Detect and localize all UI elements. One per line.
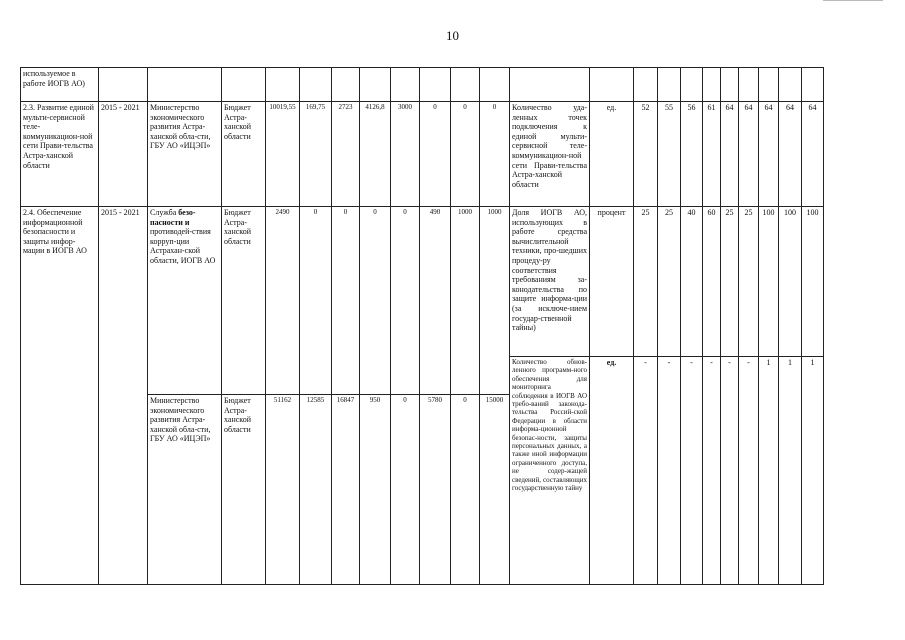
funding-year: 0 [300, 207, 332, 395]
funding-total: 2490 [266, 207, 300, 395]
indicator-value: - [658, 357, 681, 585]
funding-year: 12585 [300, 395, 332, 585]
funding-year: 169,75 [300, 102, 332, 207]
funding-year: 0 [391, 395, 420, 585]
indicator-value: - [634, 357, 658, 585]
funding-year: 950 [360, 395, 391, 585]
indicator-value: 25 [634, 207, 658, 357]
indicator-name: Количество обнов-ленного программ-ного обеспечения для мониторинга соблюдения в ИОГВ АО требо-ваний законода-тельства Россий-ской Федерации в области информа-ционной безопас-ности, защиты персональных данных, а также иной информации ограниченного доступа, не содер-жащей сведений, составляющих государственную тайну [510, 357, 590, 585]
executor-part-bold: безо-пасности и [150, 208, 196, 227]
indicator-value: 60 [703, 207, 721, 357]
indicator-value: 100 [802, 207, 824, 357]
indicator-value: 25 [721, 207, 739, 357]
funding-year: 0 [451, 102, 480, 207]
funding-year: 0 [360, 207, 391, 395]
funding-year: 0 [480, 102, 510, 207]
funding-year: 5780 [420, 395, 451, 585]
period: 2015 - 2021 [99, 207, 148, 585]
executor: Министерство экономического развития Астра-ханской обла-сти, ГБУ АО «ИЦЭП» [148, 102, 222, 207]
funding-year: 1000 [451, 207, 480, 395]
indicator-value: 55 [658, 102, 681, 207]
indicator-name: Количество уда-ленных точек подключения к единой мульти-сервисной теле-коммуникацион-ной сети Прави-тельства Астра-ханской области [510, 102, 590, 207]
measure-name: 2.4. Обеспечение информационной безопасности и защиты инфор-мации в ИОГВ АО [21, 207, 99, 585]
indicator-value: 64 [759, 102, 779, 207]
page-number: 10 [446, 28, 459, 43]
indicator-value: 1 [759, 357, 779, 585]
funding-source: Бюджет Астра-ханской области [222, 207, 266, 395]
funding-year: 1000 [480, 207, 510, 395]
executor-part: Служба [150, 208, 177, 217]
period: 2015 - 2021 [99, 102, 148, 207]
indicator-name: Доля ИОГВ АО, использующих в работе средства вычислительной техники, про-шедших процеду-ру соответствия требованиям за-конодательства по защите информа-ции (за исключе-нием государ-ственной тайны) [510, 207, 590, 357]
indicator-value: - [681, 357, 703, 585]
funding-source: Бюджет Астра-ханской области [222, 395, 266, 585]
measure-name: используемое в работе ИОГВ АО) [21, 68, 99, 102]
indicator-value: 64 [802, 102, 824, 207]
indicator-value: - [721, 357, 739, 585]
indicator-unit: ед. [590, 357, 634, 585]
indicator-value: 1 [802, 357, 824, 585]
funding-source: Бюджет Астра-ханской области [222, 102, 266, 207]
measure-name: 2.3. Развитие единой мульти-сервисной теле-коммуникацион-ной сети Прави-тельства Астра-ханской области [21, 102, 99, 207]
indicator-unit: ед. [590, 102, 634, 207]
indicator-value: 25 [739, 207, 759, 357]
program-table [20, 67, 824, 585]
funding-year: 0 [451, 395, 480, 585]
funding-year: 490 [420, 207, 451, 395]
table-row [21, 207, 824, 357]
indicator-value: 1 [779, 357, 802, 585]
indicator-value: 40 [681, 207, 703, 357]
funding-total: 51162 [266, 395, 300, 585]
indicator-value: - [739, 357, 759, 585]
table-row [21, 102, 824, 207]
indicator-value: 25 [658, 207, 681, 357]
executor [148, 207, 222, 395]
funding-year: 2723 [332, 102, 360, 207]
indicator-value: 56 [681, 102, 703, 207]
indicator-value: - [703, 357, 721, 585]
indicator-value: 52 [634, 102, 658, 207]
indicator-value: 100 [759, 207, 779, 357]
indicator-unit: процент [590, 207, 634, 357]
funding-year: 0 [332, 207, 360, 395]
funding-year: 4126,8 [360, 102, 391, 207]
indicator-value: 61 [703, 102, 721, 207]
table-row [21, 68, 824, 102]
funding-year: 16847 [332, 395, 360, 585]
funding-year: 3000 [391, 102, 420, 207]
indicator-value: 100 [779, 207, 802, 357]
indicator-value: 64 [779, 102, 802, 207]
funding-year: 15000 [480, 395, 510, 585]
funding-year: 0 [391, 207, 420, 395]
funding-year: 0 [420, 102, 451, 207]
executor-part: противодей-ствия корруп-ции Астрахан-ской области, ИОГВ АО [150, 227, 216, 265]
scan-corner-mark [823, 0, 883, 1]
indicator-value: 64 [721, 102, 739, 207]
executor: Министерство экономического развития Астра-ханской обла-сти, ГБУ АО «ИЦЭП» [148, 395, 222, 585]
indicator-value: 64 [739, 102, 759, 207]
funding-total: 10019,55 [266, 102, 300, 207]
